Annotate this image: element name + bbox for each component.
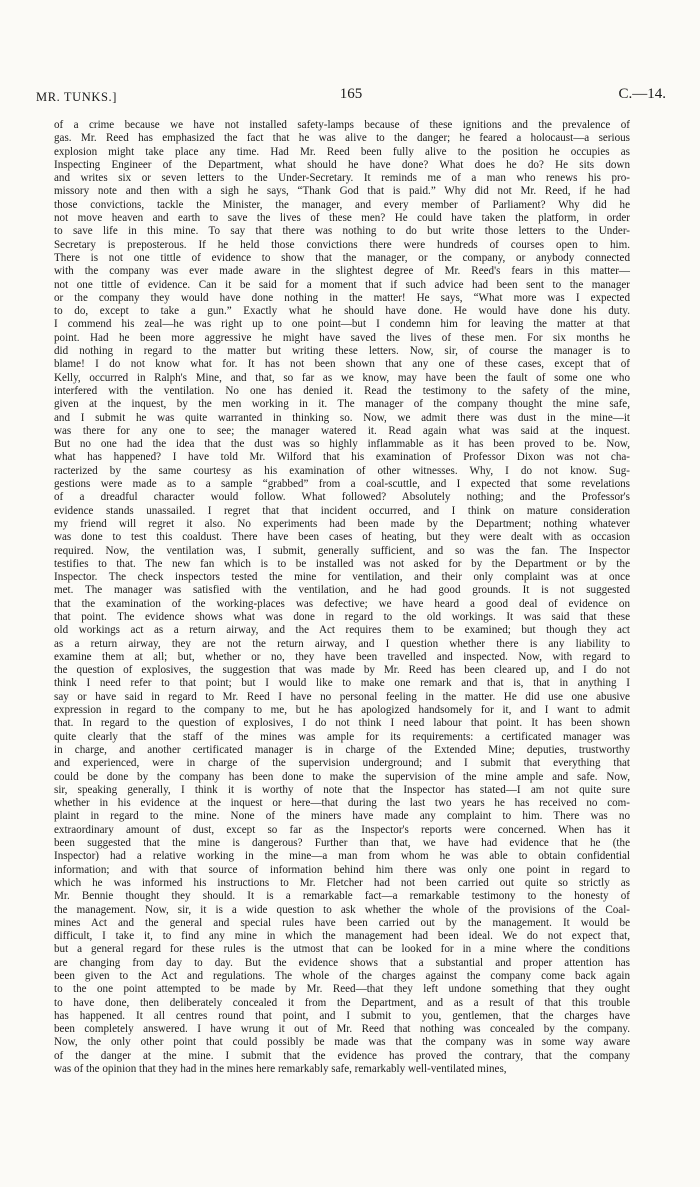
text-line: Inspector. The check inspectors tested the mine for ventilation, and their only complaint was at once (54, 571, 630, 584)
text-line: did nothing in regard to the matter but writing these letters. Now, sir, of course the manager is to (54, 345, 630, 358)
text-line: which he was informed his instructions to Mr. Fletcher had not been carried out quite so strictly as (54, 876, 630, 889)
text-line: Mr. Bennie thought they should. It is a remarkable fact—a remarkable testimony to the honesty of (54, 890, 630, 903)
text-line: in charge, and another certificated manager is in charge of the Extended Mine; deputies, trustworthy (54, 743, 630, 756)
document-reference: C.—14. (618, 86, 666, 102)
text-line: information; and with that source of information behind him there was only one point in regard to (54, 863, 630, 876)
text-line: gestions were made as to a sample “grabbed” from a coal-scuttle, and I expected that some revelations (54, 478, 630, 491)
text-line: whether in his evidence at the inquest or here—that during the last two years he has received no com- (54, 797, 630, 810)
text-line: to the one point attempted to be made by Mr. Reed—that they left undone something that they ought (54, 983, 630, 996)
text-line: and experienced, were in charge of the supervision underground; and I submit that everything that (54, 757, 630, 770)
speaker-heading: MR. TUNKS.] (36, 90, 118, 104)
text-line: to do, except to take a gun.” Exactly what he should have done. He would have done his duty. (54, 305, 630, 318)
text-line: that point. The evidence shows what was done in regard to the old workings. It was said that these (54, 610, 630, 623)
text-line: think I need refer to that point; but I would like to make one remark and that is, that in anything I (54, 677, 630, 690)
text-line: as a return airway, they are not the return airway, and I question whether there is any liability to (54, 637, 630, 650)
page-header (36, 86, 666, 108)
text-line: Inspector) had a relative working in the mine—a man from whom he was able to obtain confidential (54, 850, 630, 863)
text-line: or the company they would have done nothing in the matter! He says, “What more was I expected (54, 291, 630, 304)
text-line: met. The manager was satisfied with the ventilation, and he had good grounds. It is not suggested (54, 584, 630, 597)
text-line: extraordinary amount of dust, except so far as the Inspector's reports were concerned. When has it (54, 823, 630, 836)
text-line: blame! I do not know what for. It has not been shown that any one of these cases, except that of (54, 358, 630, 371)
page-number: 165 (339, 86, 363, 102)
text-line: was done to test this coaldust. There have been cases of heating, but they were dealt with as occasion (54, 531, 630, 544)
text-line: point. Had he been more aggressive he might have saved the lives of these men. For six months he (54, 331, 630, 344)
text-line: that. In regard to the question of explosives, I do not think I need labour that point. It has been shown (54, 717, 630, 730)
text-line: quite clearly that the staff of the mines was ample for its requirements: a certificated manager was (54, 730, 630, 743)
text-line: missory note and then with a sigh he says, “Thank God that is paid.” Why did not Mr. Reed, if he had (54, 185, 630, 198)
text-line: the management. Now, sir, it is a wide question to ask whether the whole of the provisions of the Coal- (54, 903, 630, 916)
text-line: been suggested that the mine is dangerous? Further than that, we have had evidence that he (the (54, 837, 630, 850)
text-line: Inspecting Engineer of the Department, what should he have done? What does he do? He sits down (54, 158, 630, 171)
text-line: to have done, then deliberately concealed it from the Department, and as a result of that this trouble (54, 996, 630, 1009)
text-line: of a crime because we have not installed safety-lamps because of these ignitions and the prevalence of (54, 119, 630, 131)
text-line: sir, speaking generally, I think it is worthy of note that the Inspector has stated—I am not quite sure (54, 783, 630, 796)
text-line: what has happened? I have told Mr. Wilford that his examination of Professor Dixon was not cha- (54, 451, 630, 464)
text-line: Kelly, occurred in Ralph's Mine, and that, so far as we know, may have been the fault of some one who (54, 371, 630, 384)
text-line: racterized by the same courtesy as his examination of other witnesses. Why, I do not know. Sug- (54, 464, 630, 477)
text-line: Secretary is preposterous. If he held those convictions there were hundreds of courses open to him. (54, 238, 630, 251)
text-line: has happened. It all centres round that point, and I submit to you, gentlemen, that the charges have (54, 1009, 630, 1022)
text-line: evidence stands unassailed. I regret that that incident occurred, and I think on mature consideration (54, 504, 630, 517)
text-line: expression in regard to the company to me, but he has apologized handsomely for it, and I want to admit (54, 704, 630, 717)
text-line: There is not one tittle of evidence to show that the manager, or the company, or anybody connected (54, 251, 630, 264)
text-line: of a dreadful character would follow. What followed? Absolutely nothing; and the Professor's (54, 491, 630, 504)
text-line: could be done by the company has been done to make the supervision of the mine ample and safe. Now, (54, 770, 630, 783)
text-line: given at the inquest, by the men working in it. The manager of the company thought the mine safe, (54, 398, 630, 411)
text-line: that the examination of the working-places was defective; we have heard a good deal of evidence on (54, 597, 630, 610)
text-line: testifies to that. The new fan which is to be installed was not asked for by the Department or by the (54, 557, 630, 570)
text-line: not move heaven and earth to save the lives of these men? He could have taken the platform, in order (54, 212, 630, 225)
text-line: plaint in regard to the mine. None of the miners have made any complaint to him. There was no (54, 810, 630, 823)
text-line: with the company was ever made aware in the slightest degree of Mr. Reed's fears in this matter— (54, 265, 630, 278)
text-line: But no one had the idea that the dust was so highly inflammable as it has been proved to be. Now, (54, 438, 630, 451)
text-line: was of the opinion that they had in the mines here remarkably safe, remarkably well-ventilated mines, (54, 1063, 507, 1076)
text-line: required. Now, the ventilation was, I submit, generally sufficient, and so was the fan. The Inspector (54, 544, 630, 557)
text-line: but a general regard for these rules is the utmost that can be looked for in a mine where the conditions (54, 943, 630, 956)
text-line: the question of explosives, the suggestion that was made by Mr. Reed has been cleared up, and I do not (54, 664, 630, 677)
text-line: Now, the only other point that could possibly be made was that the company was in some way aware (54, 1036, 630, 1049)
text-line: explosion might take place any time. Had Mr. Reed been fully alive to the position he occupies as (54, 145, 630, 158)
text-line: to save life in this mine. To say that there was nothing to do but write those letters to the Under- (54, 225, 630, 238)
text-line: and writes six or seven letters to the Under-Secretary. It reminds me of a man who renews his pro- (54, 172, 630, 185)
text-line: I commend his zeal—he was right up to one point—but I condemn him for leaving the matter at that (54, 318, 630, 331)
text-line: those convictions, tackle the Minister, the manager, and every member of Parliament? Why did he (54, 198, 630, 211)
text-line: been completely answered. I have wrung it out of Mr. Reed that nothing was concealed by the company. (54, 1023, 630, 1036)
text-line: old workings act as a return airway, and the Act requires them to be examined; but though they act (54, 624, 630, 637)
text-line: been given to the Act and regulations. The whole of the charges against the company come back again (54, 970, 630, 982)
text-line: examine them at all; but, whether or no, they have been travelled and inspected. Now, with regard to (54, 650, 630, 663)
text-line: gas. Mr. Reed has emphasized the fact that he was alive to the danger; he feared a holocaust—a serious (54, 132, 630, 145)
body-text (54, 119, 630, 1076)
text-line: mines Act and the general and special rules have been carried out by the management. It would be (54, 916, 630, 929)
text-line: interfered with the ventilation. No one has denied it. Read the testimony to the safety of the mine, (54, 384, 630, 397)
text-line: are changing from day to day. But the evidence shows that a substantial and proper attention has (54, 956, 630, 969)
text-line: difficult, I take it, to find any mine in which the management had been ideal. We do not expect that, (54, 930, 630, 943)
text-line: say or have said in regard to Mr. Reed I have no personal feeling in the matter. He did use one abusive (54, 690, 630, 703)
text-line: and I submit he was quite warranted in thinking so. Now, we admit there was dust in the mine—it (54, 411, 630, 424)
text-line: my friend will regret it also. No experiments had been made by the Department; nothing whatever (54, 517, 630, 530)
text-line: not one tittle of evidence. Can it be said for a moment that if such advice had been sent to the manager (54, 278, 630, 291)
text-line: of the danger at the mine. I submit that the evidence has proved the contrary, that the company (54, 1049, 630, 1062)
text-line: was there for any one to see; the manager watered it. Read again what was said at the inquest. (54, 424, 630, 437)
